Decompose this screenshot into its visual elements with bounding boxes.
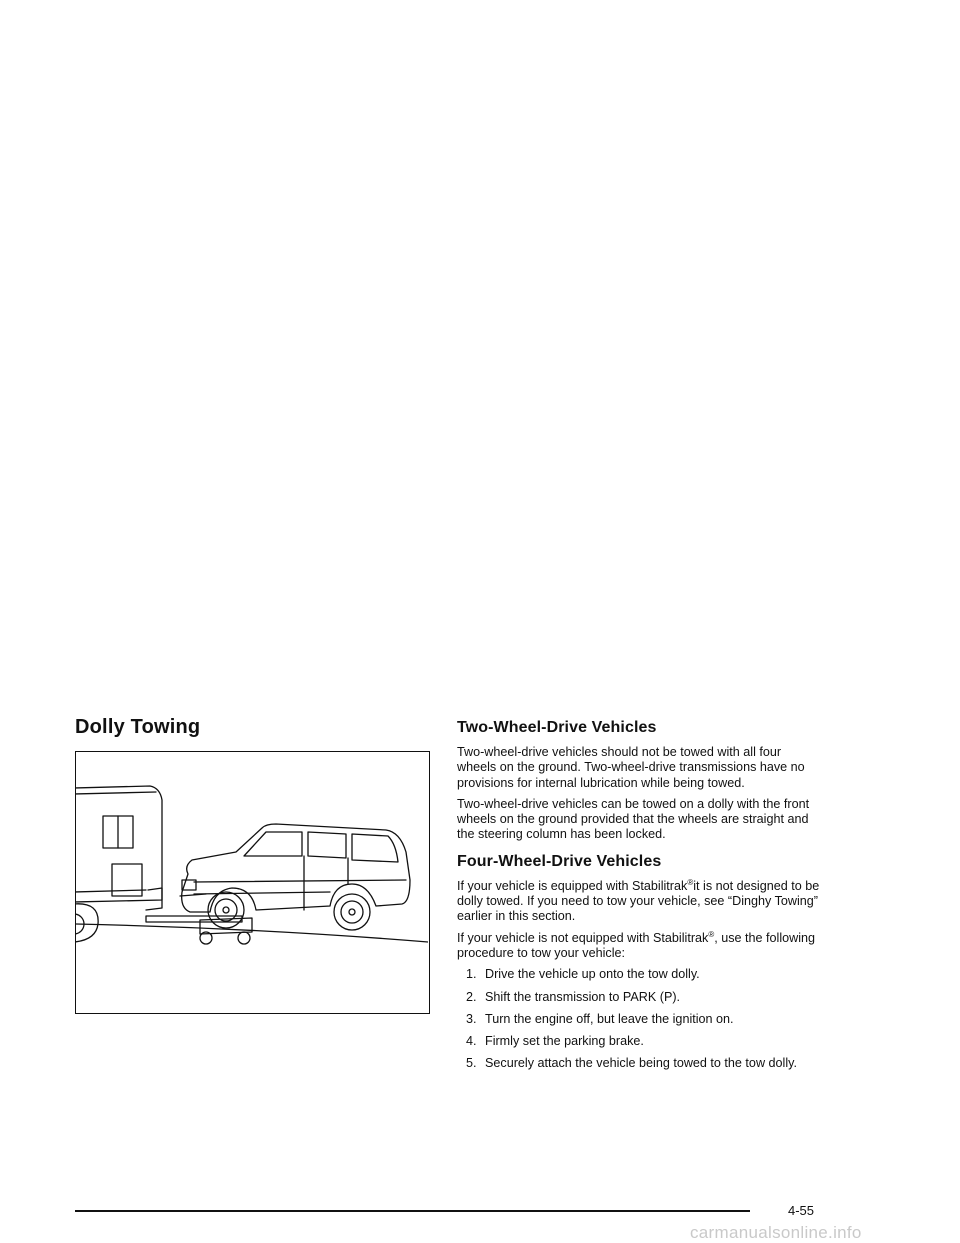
step-number: 2.	[466, 989, 477, 1004]
watermark: carmanualsonline.info	[690, 1223, 862, 1242]
rv-towing-vehicle-drawing	[76, 752, 428, 1012]
text-fragment: If your vehicle is equipped with Stabilitrak	[457, 878, 688, 893]
step-text: Shift the transmission to PARK (P).	[485, 989, 681, 1004]
text-fragment: , use the following procedure to tow your vehicle:	[457, 930, 816, 960]
step-number: 4.	[466, 1034, 477, 1049]
procedure-step	[457, 1012, 822, 1027]
step-text: Turn the engine off, but leave the ignition on.	[485, 1011, 734, 1026]
procedure-step	[457, 1034, 822, 1049]
text-fragment: If your vehicle is not equipped with Stabilitrak	[457, 930, 709, 945]
section-heading-four-wheel-drive: Four-Wheel-Drive Vehicles	[457, 852, 662, 870]
paragraph-four-wheel-drive-2	[457, 931, 822, 962]
procedure-step	[457, 1056, 822, 1071]
step-text: Firmly set the parking brake.	[485, 1034, 644, 1049]
paragraph-four-wheel-drive-1	[457, 879, 822, 925]
step-number: 3.	[466, 1011, 477, 1026]
step-text: Drive the vehicle up onto the tow dolly.	[485, 967, 700, 982]
page-number: 4-55	[788, 1203, 815, 1218]
paragraph-two-wheel-drive-1: Two-wheel-drive vehicles should not be towed with all four wheels on the ground. Two-wheel-drive transmissions have no provisions for internal lubrication while being towed.	[457, 745, 805, 790]
step-number: 5.	[466, 1056, 477, 1071]
section-heading-two-wheel-drive: Two-Wheel-Drive Vehicles	[457, 719, 657, 736]
step-number: 1.	[466, 967, 477, 982]
registered-mark: ®	[687, 877, 694, 887]
paragraph-two-wheel-drive-2: Two-wheel-drive vehicles can be towed on a dolly with the front wheels on the ground provided that the wheels are straight and the steering column has been locked.	[457, 796, 810, 842]
section-heading-dolly-towing: Dolly Towing	[75, 716, 201, 738]
footer-rule	[75, 1210, 750, 1212]
registered-mark: ®	[708, 929, 715, 939]
text-fragment: it is not designed to be dolly towed. If you need to tow your vehicle, see “Dinghy Towing” earlier in this section.	[457, 878, 820, 924]
procedure-steps	[457, 967, 822, 1071]
dolly-towing-illustration	[75, 751, 430, 1014]
right-column	[457, 719, 822, 1079]
procedure-step	[457, 990, 822, 1005]
left-column	[75, 716, 430, 739]
procedure-step	[457, 967, 822, 982]
step-text: Securely attach the vehicle being towed to the tow dolly.	[485, 1056, 797, 1071]
